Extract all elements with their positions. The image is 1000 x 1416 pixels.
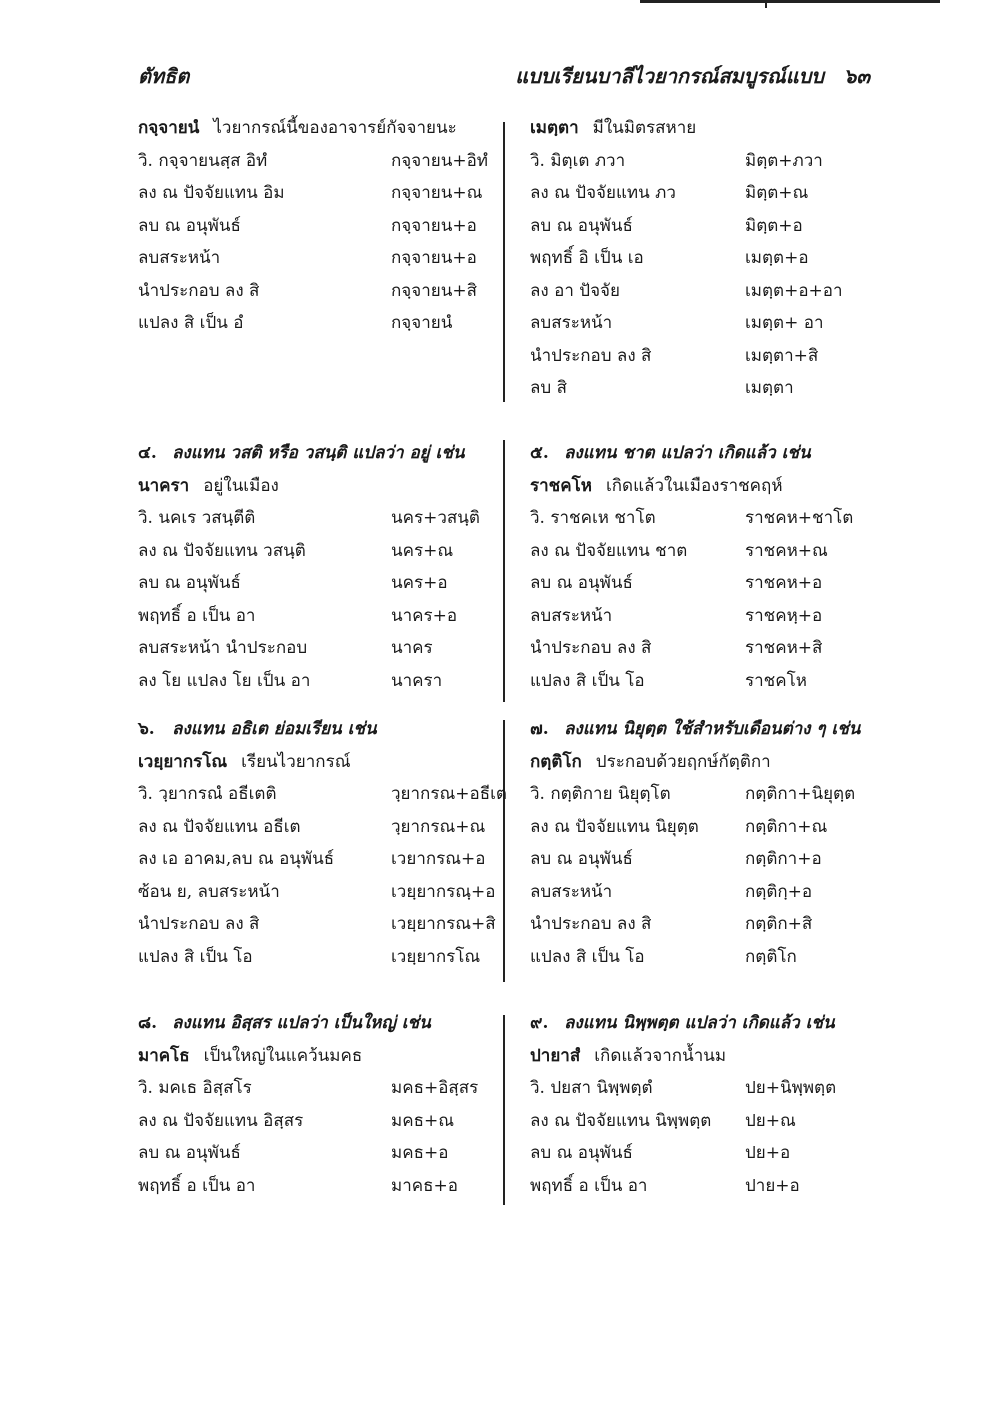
step-description: นำประกอบ ลง สิ [530,345,652,366]
step-description: ลง ณ ปัจจัยแทน อิสฺสร [138,1110,304,1131]
step-result: วฺยากรณ+อธีเต [391,784,507,804]
step-result: กจฺจายนํ [391,313,453,333]
step-result: กตฺติโก [745,946,797,967]
step-description: นำประกอบ ลง สิ [138,280,260,301]
section-heading [138,713,478,746]
step-description: วิ. ราชคเห ชาโต [530,508,656,528]
term-row [138,470,478,503]
step-description: ลง โย แปลง โย เป็น อา [138,670,311,691]
step-description: ลบสระหน้า [138,248,221,268]
step-result: ปย+อ [745,1143,791,1163]
derivation-step [530,1137,870,1170]
term-meaning: เกิดแล้วในเมืองราชคฤห์ [605,475,783,496]
step-result: เมตฺต+อ [745,248,809,268]
section-s-magadha [138,1007,478,1202]
section-heading [530,713,870,746]
heading-label: ลงแทน ชาต แปลว่า เกิดแล้ว เช่น [564,443,811,463]
derivation-step [530,941,870,974]
step-result: กจฺจายน+อ [391,248,477,268]
section-s-kattika [530,713,870,973]
derivation-step [138,567,478,600]
term-line [138,746,350,779]
derivation-step [530,275,870,308]
term-row [530,112,870,145]
term-word: กตฺติโก [530,751,582,772]
term-word: เวยฺยากรโณ [138,751,228,772]
step-description: วิ. ปยสา นิพฺพตฺตํ [530,1078,653,1098]
step-description: ลง ณ ปัจจัยแทน อธีเต [138,816,301,837]
step-description: ลบ ณ อนุพันธ์ [530,849,633,869]
term-word: ปายาสํ [530,1045,581,1066]
heading-text [530,713,860,746]
step-result: เวยฺยากรณ+สิ [391,914,496,934]
derivation-step [530,242,870,275]
heading-number: ๗. [530,719,549,739]
term-row [138,1040,478,1073]
step-result: ราชคโห [745,670,807,691]
derivation-step [530,1105,870,1138]
step-result: กจฺจายน+สิ [391,280,477,301]
step-result: ราชคห+อ [745,573,823,593]
step-result: นาคร+อ [391,605,458,626]
step-description: พฤทธิ์ อ เป็น อา [138,1175,256,1196]
term-meaning: มีในมิตรสหาย [592,118,697,138]
step-result: มคธ+ณ [391,1110,454,1131]
derivation-step [138,1072,478,1105]
step-result: ราชคห+ชาโต [745,508,854,528]
derivation-step [530,665,870,698]
step-result: มคธ+อิสฺสร [391,1078,479,1098]
derivation-step [138,665,478,698]
step-result: นาคร [391,638,433,658]
header-chapter: ตัทธิต [138,64,190,88]
step-description: พฤทธิ์ อ เป็น อา [530,1175,648,1196]
top-border-line [640,0,940,3]
step-result: มิตฺต+อ [745,215,803,236]
step-result: กจฺจายน+อ [391,215,477,236]
section-s-nagara [138,437,478,697]
term-row [138,746,478,779]
derivation-step [530,632,870,665]
step-result: มิตฺต+ณ [745,183,809,203]
page-header [138,60,870,90]
step-description: ลง ณ ปัจจัยแทน วสนฺติ [138,540,306,561]
section-s-rajagaha [530,437,870,697]
step-result: ราชคห+สิ [745,638,823,658]
step-description: ลบสระหน้า [530,881,613,902]
derivation-step [138,811,486,844]
step-result: กตฺติก+สิ [745,914,813,934]
term-row [138,112,478,145]
step-result: วฺยากรณ+ณ [391,816,486,837]
step-result: เมตฺต+ อา [745,313,824,333]
term-line [530,746,771,779]
derivation-step [530,210,870,243]
step-description: ลบ ณ อนุพันธ์ [138,1143,241,1163]
derivation-step [138,941,481,974]
derivation-step [138,778,507,811]
derivation-step [138,600,478,633]
derivation-step [530,567,870,600]
section-heading [138,437,478,470]
step-description: ลบ ณ อนุพันธ์ [138,573,241,593]
step-description: วิ. กจฺจายนสฺส อิทํ [138,150,268,171]
derivation-step [138,145,489,178]
step-description: ลบ ณ อนุพันธ์ [530,215,633,236]
step-description: ลบสระหน้า [530,313,613,333]
term-word: เมตฺตา [530,118,579,138]
derivation-step [530,1072,870,1105]
step-description: ลง เอ อาคม,ลบ ณ อนุพันธ์ [138,849,335,869]
step-description: ซ้อน ย, ลบสระหน้า [138,881,280,902]
heading-number: ๖. [138,719,155,739]
section-heading [530,1007,870,1040]
derivation-step [530,535,870,568]
derivation-step [138,876,496,909]
column-divider [503,122,505,402]
step-description: แปลง สิ เป็น อํ [138,313,244,333]
step-description: ลบ ณ อนุพันธ์ [530,1143,633,1163]
step-result: นคร+วสนฺติ [391,508,480,528]
heading-text [530,437,811,470]
heading-label: ลงแทน นิยุตฺต ใช้สำหรับเดือนต่าง ๆ เช่น [564,719,861,739]
step-result: ปย+นิพฺพตฺต [745,1078,837,1098]
step-description: ลบสระหน้า นำประกอบ [138,638,308,658]
heading-label: ลงแทน อธิเต ย่อมเรียน เช่น [172,719,377,739]
step-description: วิ. วฺยากรณํ อธีเตติ [138,784,277,804]
column-divider [503,1015,505,1205]
derivation-step [138,210,478,243]
step-result: เวยฺยากรณฺ+อ [391,881,496,902]
step-description: ลง ณ ปัจจัยแทน ภว [530,183,676,203]
step-description: ลง ณ ปัจจัยแทน นิยุตฺต [530,816,699,837]
derivation-step [138,177,483,210]
step-result: มิตฺต+ภวา [745,150,823,171]
step-result: กจฺจายน+ณ [391,183,483,203]
step-description: วิ. มคเธ อิสฺสโร [138,1078,252,1098]
derivation-step [530,1170,870,1203]
step-result: เมตฺตา [745,378,794,398]
term-line [138,112,457,145]
step-description: นำประกอบ ลง สิ [530,638,652,658]
derivation-step [530,177,870,210]
step-description: ลง ณ ปัจจัยแทน ชาต [530,540,688,561]
step-description: ลง ณ ปัจจัยแทน นิพฺพตฺต [530,1110,712,1131]
step-result: เวยฺยากรโณ [391,946,481,967]
section-heading [138,1007,478,1040]
step-description: วิ. กตฺติกาย นิยุตฺโต [530,784,671,804]
derivation-step [138,1105,478,1138]
derivation-step [530,811,870,844]
derivation-step [530,600,870,633]
section-s-payasa [530,1007,870,1202]
step-description: นำประกอบ ลง สิ [530,914,652,934]
step-description: แปลง สิ เป็น โอ [530,670,645,691]
term-row [530,746,870,779]
heading-number: ๙. [530,1013,549,1033]
heading-number: ๕. [530,443,549,463]
header-book-title: แบบเรียนบาลีไวยากรณ์สมบูรณ์แบบ [515,64,824,88]
step-result: ราชคหฺ+อ [745,605,823,626]
step-result: เวยากรณ+อ [391,849,486,869]
step-description: ลบ สิ [530,378,567,398]
derivation-step [138,242,478,275]
derivation-step [138,908,496,941]
term-meaning: ไวยากรณ์นี้ของอาจารย์กัจจายนะ [213,118,457,138]
page-number: ๖๓ [843,64,870,88]
step-result: ปาย+อ [745,1175,800,1196]
derivation-step [530,145,870,178]
heading-number: ๘. [138,1013,158,1033]
section-s-veyyakarana [138,713,507,973]
step-description: ลบ ณ อนุพันธ์ [138,215,241,236]
derivation-step [138,1137,478,1170]
step-result: มาคธ+อ [391,1175,458,1196]
step-result: กจฺจายน+อิทํ [391,150,489,171]
term-meaning: เป็นใหญ่ในแคว้นมคธ [203,1045,363,1066]
step-result: นคร+ณ [391,540,454,561]
heading-text [530,1007,835,1040]
term-line [530,470,783,503]
step-description: แปลง สิ เป็น โอ [530,946,645,967]
step-description: ลบสระหน้า [530,605,613,626]
term-word: ราชคโห [530,475,592,496]
step-result: กตฺติกา+นิยุตฺต [745,784,856,804]
top-tick-mark [765,0,767,8]
step-result: ปย+ณ [745,1110,796,1131]
step-result: นาครา [391,670,443,691]
step-description: พฤทธิ์ อิ เป็น เอ [530,248,644,268]
step-description: แปลง สิ เป็น โอ [138,946,253,967]
term-word: มาคโธ [138,1045,190,1066]
step-description: วิ. นคเร วสนฺตีติ [138,508,256,528]
step-result: ราชคห+ณ [745,540,828,561]
heading-text [138,713,377,746]
derivation-step [138,535,478,568]
step-description: วิ. มิตฺเต ภวา [530,150,626,171]
term-row [530,1040,870,1073]
term-word: กจฺจายนํ [138,118,200,138]
derivation-step [530,340,870,373]
derivation-step [530,372,870,405]
term-word: นาครา [138,475,190,496]
heading-label: ลงแทน นิพฺพตฺต แปลว่า เกิดแล้ว เช่น [564,1013,835,1033]
derivation-step [530,843,870,876]
step-description: นำประกอบ ลง สิ [138,914,260,934]
derivation-step [138,843,486,876]
step-description: ลบ ณ อนุพันธ์ [530,573,633,593]
step-result: กตฺติกา+อ [745,849,822,869]
derivation-step [138,1170,478,1203]
step-result: มคธ+อ [391,1143,449,1163]
term-line [138,1040,362,1073]
term-meaning: เกิดแล้วจากน้ำนม [594,1045,727,1066]
derivation-step [530,778,870,811]
step-result: กตฺติกา+ณ [745,816,828,837]
term-line [530,112,696,145]
step-result: กตฺติกฺ+อ [745,881,813,902]
step-description: พฤทธิ์ อ เป็น อา [138,605,256,626]
heading-text [138,437,465,470]
derivation-step [138,307,478,340]
derivation-step [530,876,870,909]
term-row [530,470,870,503]
step-result: เมตฺตา+สิ [745,345,819,366]
step-result: เมตฺต+อ+อา [745,280,843,301]
step-result: นคร+อ [391,573,448,593]
section-s-metta [530,112,870,405]
derivation-step [530,307,870,340]
term-line [138,470,279,503]
section-s-kaccayana [138,112,489,340]
derivation-step [138,502,478,535]
step-description: ลง อา ปัจจัย [530,280,620,301]
column-divider [503,720,505,982]
term-meaning: เรียนไวยากรณ์ [241,751,351,772]
heading-label: ลงแทน อิสฺสร แปลว่า เป็นใหญ่ เช่น [172,1013,431,1033]
derivation-step [138,632,478,665]
derivation-step [530,908,870,941]
term-meaning: ประกอบด้วยฤกษ์กัตฺติกา [595,751,771,772]
heading-text [138,1007,431,1040]
heading-label: ลงแทน วสติ หรือ วสนฺติ แปลว่า อยู่ เช่น [172,443,465,463]
derivation-step [530,502,870,535]
term-line [530,1040,726,1073]
heading-number: ๔. [138,443,157,463]
term-meaning: อยู่ในเมือง [203,475,279,496]
step-description: ลง ณ ปัจจัยแทน อิม [138,183,285,203]
derivation-step [138,275,478,308]
column-divider [503,440,505,702]
section-heading [530,437,870,470]
